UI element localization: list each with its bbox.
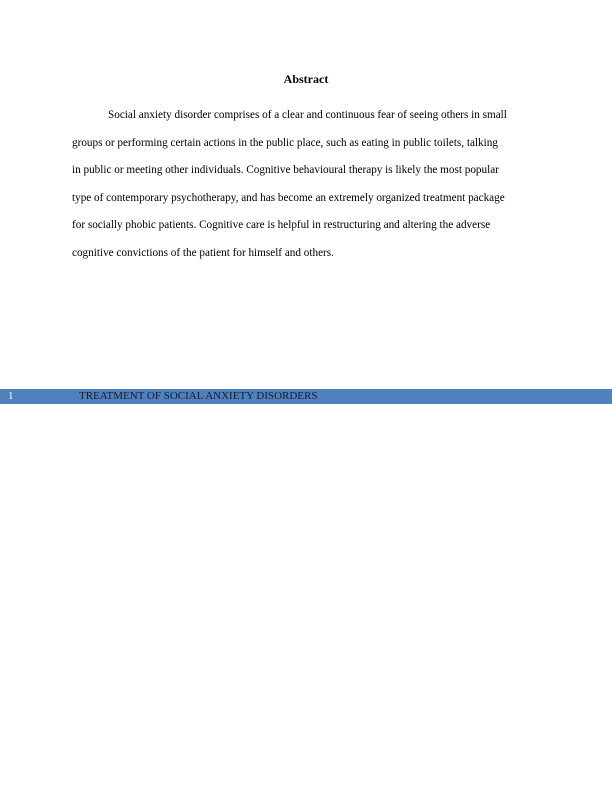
page-number: 1 [8,390,14,402]
page-header-bar [0,389,612,404]
abstract-line: cognitive convictions of the patient for himself and others. [72,246,334,259]
abstract-line: Social anxiety disorder comprises of a clear and continuous fear of seeing others in small [108,109,507,121]
abstract-line: type of contemporary psychotherapy, and has become an extremely organized treatment package [72,191,505,204]
abstract-heading: Abstract [283,72,329,86]
abstract-line: for socially phobic patients. Cognitive care is helpful in restructuring and altering the adverse [72,219,491,231]
abstract-paragraph [72,102,540,267]
running-head: TREATMENT OF SOCIAL ANXIETY DISORDERS [79,390,318,402]
abstract-line: groups or performing certain actions in the public place, such as eating in public toilets, talking [72,136,498,149]
abstract-line: in public or meeting other individuals. Cognitive behavioural therapy is likely the most popular [72,164,499,176]
